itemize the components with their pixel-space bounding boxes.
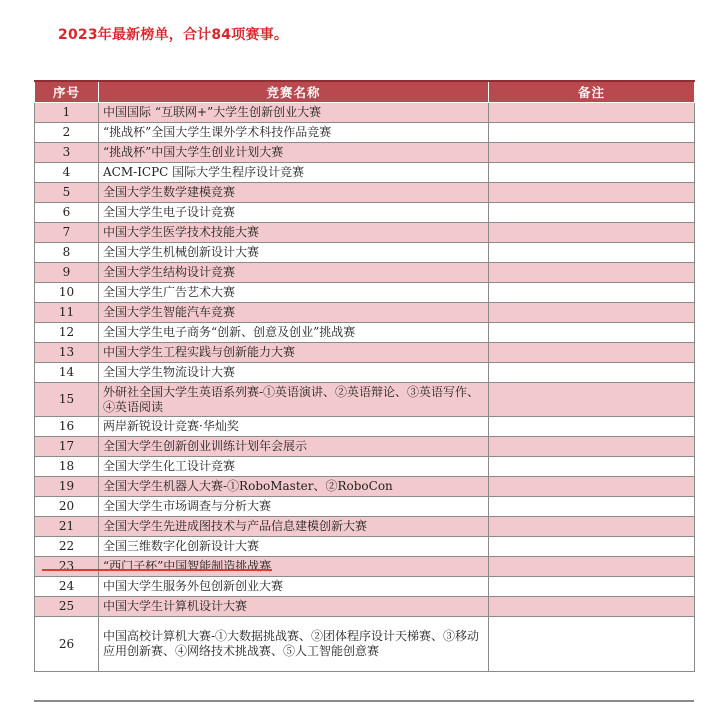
row-competition-name: 全国大学生智能汽车竞赛 — [99, 303, 489, 323]
row-note — [489, 183, 695, 203]
row-note — [489, 477, 695, 497]
row-note — [489, 457, 695, 477]
row-note — [489, 597, 695, 617]
row-competition-name: 两岸新锐设计竞赛·华灿奖 — [99, 417, 489, 437]
table-row — [35, 263, 695, 283]
table-row — [35, 323, 695, 343]
row-competition-name: 全国大学生结构设计竞赛 — [99, 263, 489, 283]
table-row — [35, 417, 695, 437]
row-note — [489, 417, 695, 437]
row-competition-name: 中国国际 “互联网+”大学生创新创业大赛 — [99, 103, 489, 123]
row-index: 12 — [35, 323, 99, 343]
row-competition-name: 全国大学生电子商务“创新、创意及创业”挑战赛 — [99, 323, 489, 343]
row-index: 24 — [35, 577, 99, 597]
row-index: 23 — [35, 557, 99, 577]
red-underline-annotation — [42, 569, 272, 571]
row-note — [489, 283, 695, 303]
row-competition-name: 中国大学生医学技术技能大赛 — [99, 223, 489, 243]
headline: 2023年最新榜单，合计84项赛事。 — [58, 27, 289, 43]
table-row — [35, 203, 695, 223]
table-row — [35, 597, 695, 617]
row-note — [489, 363, 695, 383]
table-row — [35, 183, 695, 203]
table-row — [35, 437, 695, 457]
table-row — [35, 303, 695, 323]
row-note — [489, 577, 695, 597]
table-header-row — [35, 81, 695, 103]
row-competition-name: 中国大学生工程实践与创新能力大赛 — [99, 343, 489, 363]
table-row — [35, 497, 695, 517]
row-index: 22 — [35, 537, 99, 557]
competition-table — [34, 80, 695, 672]
table-row — [35, 163, 695, 183]
table-row — [35, 223, 695, 243]
row-note — [489, 557, 695, 577]
table-row — [35, 363, 695, 383]
competition-table-container — [34, 80, 694, 672]
row-index: 8 — [35, 243, 99, 263]
row-index: 16 — [35, 417, 99, 437]
table-row — [35, 343, 695, 363]
row-index: 19 — [35, 477, 99, 497]
table-row — [35, 577, 695, 597]
row-competition-name: “挑战杯”全国大学生课外学术科技作品竞赛 — [99, 123, 489, 143]
row-competition-name: 全国大学生机器人大赛-①RoboMaster、②RoboCon — [99, 477, 489, 497]
row-index: 13 — [35, 343, 99, 363]
row-competition-name: 全国大学生机械创新设计大赛 — [99, 243, 489, 263]
row-note — [489, 243, 695, 263]
row-note — [489, 323, 695, 343]
table-row — [35, 243, 695, 263]
row-index: 14 — [35, 363, 99, 383]
row-competition-name: 全国大学生先进成图技术与产品信息建模创新大赛 — [99, 517, 489, 537]
row-note — [489, 617, 695, 672]
row-note — [489, 497, 695, 517]
table-row — [35, 143, 695, 163]
header-remarks: 备注 — [489, 81, 695, 103]
header-index: 序号 — [35, 81, 99, 103]
row-note — [489, 143, 695, 163]
row-note — [489, 103, 695, 123]
row-index: 10 — [35, 283, 99, 303]
row-note — [489, 437, 695, 457]
row-index: 2 — [35, 123, 99, 143]
row-index: 15 — [35, 383, 99, 417]
row-index: 20 — [35, 497, 99, 517]
table-row — [35, 383, 695, 417]
row-note — [489, 303, 695, 323]
row-competition-name: 全国三维数字化创新设计大赛 — [99, 537, 489, 557]
row-index: 3 — [35, 143, 99, 163]
row-competition-name: 中国大学生计算机设计大赛 — [99, 597, 489, 617]
row-index: 6 — [35, 203, 99, 223]
row-index: 9 — [35, 263, 99, 283]
row-index: 25 — [35, 597, 99, 617]
row-competition-name: “西门子杯”中国智能制造挑战赛 — [99, 557, 489, 577]
row-competition-name: 全国大学生化工设计竞赛 — [99, 457, 489, 477]
row-competition-name: “挑战杯”中国大学生创业计划大赛 — [99, 143, 489, 163]
row-index: 17 — [35, 437, 99, 457]
table-row — [35, 123, 695, 143]
row-competition-name: 全国大学生数学建模竞赛 — [99, 183, 489, 203]
row-index: 4 — [35, 163, 99, 183]
row-index: 7 — [35, 223, 99, 243]
table-row — [35, 617, 695, 672]
row-note — [489, 163, 695, 183]
row-competition-name: 中国大学生服务外包创新创业大赛 — [99, 577, 489, 597]
row-index: 1 — [35, 103, 99, 123]
row-index: 11 — [35, 303, 99, 323]
row-note — [489, 383, 695, 417]
table-row — [35, 103, 695, 123]
row-index: 18 — [35, 457, 99, 477]
row-note — [489, 537, 695, 557]
row-note — [489, 223, 695, 243]
table-row — [35, 557, 695, 577]
table-row — [35, 517, 695, 537]
row-index: 26 — [35, 617, 99, 672]
row-competition-name: 全国大学生广告艺术大赛 — [99, 283, 489, 303]
table-row — [35, 537, 695, 557]
table-row — [35, 283, 695, 303]
row-competition-name: 外研社全国大学生英语系列赛-①英语演讲、②英语辩论、③英语写作、④英语阅读 — [99, 383, 489, 417]
row-index: 21 — [35, 517, 99, 537]
row-note — [489, 263, 695, 283]
row-note — [489, 517, 695, 537]
row-note — [489, 123, 695, 143]
row-competition-name: 中国高校计算机大赛-①大数据挑战赛、②团体程序设计天梯赛、③移动应用创新赛、④网络技术挑战赛、⑤人工智能创意赛 — [99, 617, 489, 672]
header-competition-name: 竞赛名称 — [99, 81, 489, 103]
row-index: 5 — [35, 183, 99, 203]
row-competition-name: ACM-ICPC 国际大学生程序设计竞赛 — [99, 163, 489, 183]
row-note — [489, 343, 695, 363]
table-row — [35, 457, 695, 477]
row-note — [489, 203, 695, 223]
table-row — [35, 477, 695, 497]
row-competition-name: 全国大学生创新创业训练计划年会展示 — [99, 437, 489, 457]
row-competition-name: 全国大学生市场调查与分析大赛 — [99, 497, 489, 517]
row-competition-name: 全国大学生物流设计大赛 — [99, 363, 489, 383]
row-competition-name: 全国大学生电子设计竞赛 — [99, 203, 489, 223]
